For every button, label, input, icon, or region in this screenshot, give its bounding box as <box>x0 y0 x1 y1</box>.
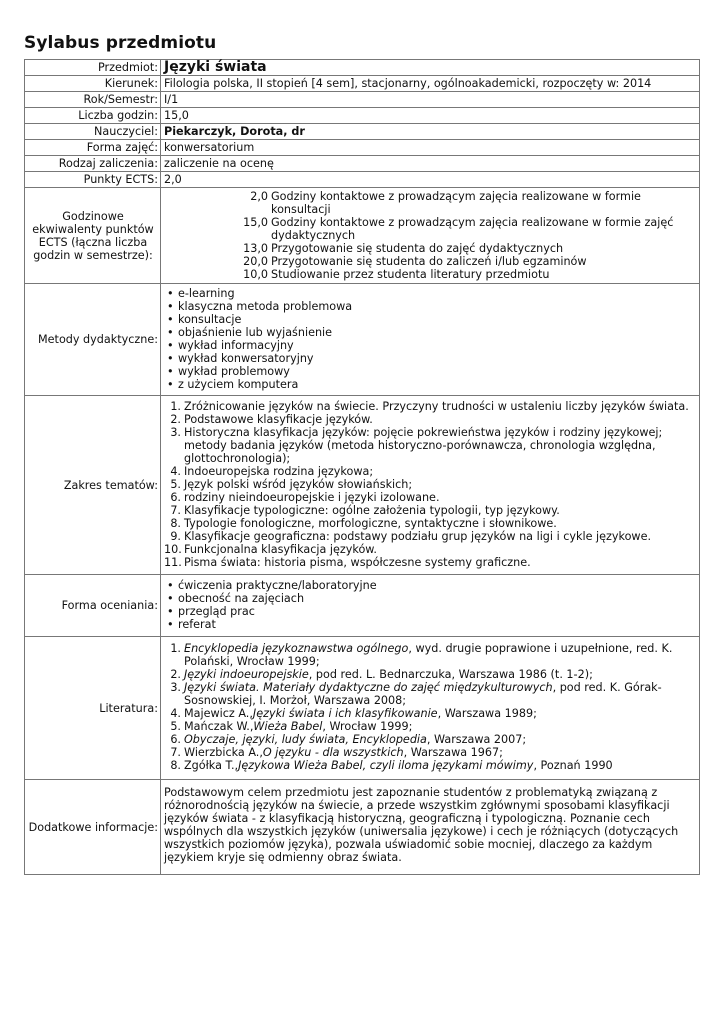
list-item: 6. Obyczaje, języki, ludy świata, Encyklopedia, Warszawa 2007; <box>170 733 527 746</box>
label-kierunek: Kierunek: <box>25 76 161 92</box>
value-ects: 2,0 <box>161 172 700 188</box>
ects-hours-list <box>161 188 700 284</box>
list-item: • objaśnienie lub wyjaśnienie <box>166 326 697 339</box>
hours-value: 2,0 <box>250 190 268 203</box>
list-item: 4. Indoeuropejska rodzina językowa; <box>170 465 374 478</box>
value-rok: I/1 <box>161 92 700 108</box>
list-item: 5. Język polski wśród języków słowiańskich; <box>170 478 413 491</box>
hours-value: 20,0 <box>243 255 268 268</box>
list-item: • wykład konwersatoryjny <box>166 352 697 365</box>
list-item: 7. Klasyfikacje typologiczne: ogólne założenia typologii, typ językowy. <box>170 504 560 517</box>
list-item: 2. Języki indoeuropejskie, pod red. L. Bednarczuka, Warszawa 1986 (t. 1-2); <box>170 668 593 681</box>
row-rok <box>25 92 700 108</box>
list-item: 10. Funkcjonalna klasyfikacja języków. <box>164 543 377 556</box>
page-title: Sylabus przedmiotu <box>24 33 217 53</box>
hours-row <box>161 216 697 242</box>
list-item: • wykład problemowy <box>166 365 697 378</box>
list-item: 3. Historyczna klasyfikacja języków: pojęcie pokrewieństwa języków i rodziny językowej; metody badania języków (metoda historyczno-porównawcza, chronologia względna, glottochronologia); <box>170 426 663 465</box>
row-ects <box>25 172 700 188</box>
label-przedmiot: Przedmiot: <box>25 60 161 76</box>
list-item: 2. Podstawowe klasyfikacje języków. <box>170 413 373 426</box>
metody-list <box>164 285 697 394</box>
list-item: 9. Klasyfikacje geograficzna: podstawy podziału grup języków na ligi i cykle językowe. <box>170 530 652 543</box>
label-metody: Metody dydaktyczne: <box>25 284 161 396</box>
list-item: 8. Zgółka T.,Językowa Wieża Babel, czyli iloma językami mówimy, Poznań 1990 <box>170 759 613 772</box>
hours-description: Studiowanie przez studenta literatury przedmiotu <box>271 268 550 281</box>
list-item: • klasyczna metoda problemowa <box>166 300 697 313</box>
literatura-list <box>164 638 697 778</box>
list-item: • z użyciem komputera <box>166 378 697 391</box>
value-przedmiot: Języki świata <box>161 60 700 76</box>
row-ekwiwalent <box>25 188 700 284</box>
list-item: 6. rodziny nieindoeuropejskie i języki izolowane. <box>170 491 440 504</box>
list-item: • e-learning <box>166 287 697 300</box>
label-forma-zajec: Forma zajęć: <box>25 140 161 156</box>
row-nauczyciel <box>25 124 700 140</box>
label-rok: Rok/Semestr: <box>25 92 161 108</box>
row-dodatkowe <box>25 780 700 875</box>
list-item: 5. Mańczak W.,Wieża Babel, Wrocław 1999; <box>170 720 413 733</box>
hours-value: 15,0 <box>243 216 268 229</box>
value-ocenianie <box>161 575 700 637</box>
value-forma-zajec: konwersatorium <box>161 140 700 156</box>
list-item: 1. Zróżnicowanie języków na świecie. Przyczyny trudności w ustaleniu liczby języków świata. <box>170 400 689 413</box>
value-godziny: 15,0 <box>161 108 700 124</box>
hours-value: 13,0 <box>243 242 268 255</box>
label-nauczyciel: Nauczyciel: <box>25 124 161 140</box>
hours-row <box>161 268 697 281</box>
value-nauczyciel: Piekarczyk, Dorota, dr <box>161 124 700 140</box>
value-rodzaj-zaliczenia: zaliczenie na ocenę <box>161 156 700 172</box>
label-zakres: Zakres tematów: <box>25 396 161 575</box>
list-item: 1. Encyklopedia językoznawstwa ogólnego, wyd. drugie poprawione i uzupełnione, red. K. Polański, Wrocław 1999; <box>170 642 673 668</box>
label-dodatkowe: Dodatkowe informacje: <box>25 780 161 875</box>
label-rodzaj-zaliczenia: Rodzaj zaliczenia: <box>25 156 161 172</box>
row-kierunek <box>25 76 700 92</box>
list-item: • referat <box>166 618 697 631</box>
list-item: • przegląd prac <box>166 605 697 618</box>
value-literatura <box>161 637 700 780</box>
label-ekwiwalent: Godzinowe ekwiwalenty punktów ECTS (łączna liczba godzin w semestrze): <box>25 188 161 284</box>
ocenianie-list <box>164 576 697 635</box>
row-forma-zajec <box>25 140 700 156</box>
label-ocenianie: Forma oceniania: <box>25 575 161 637</box>
label-ects: Punkty ECTS: <box>25 172 161 188</box>
hours-description: Przygotowanie się studenta do zaliczeń i/lub egzaminów <box>271 255 587 268</box>
row-rodzaj-zaliczenia <box>25 156 700 172</box>
label-literatura: Literatura: <box>25 637 161 780</box>
list-item: 7. Wierzbicka A.,O języku - dla wszystkich, Warszawa 1967; <box>170 746 503 759</box>
label-godziny: Liczba godzin: <box>25 108 161 124</box>
list-item: • konsultacje <box>166 313 697 326</box>
hours-description: Przygotowanie się studenta do zajęć dydaktycznych <box>271 242 564 255</box>
hours-row <box>161 242 697 255</box>
value-kierunek: Filologia polska, II stopień [4 sem], stacjonarny, ogólnoakademicki, rozpoczęty w: 2014 <box>161 76 700 92</box>
list-item: 4. Majewicz A.,Języki świata i ich klasyfikowanie, Warszawa 1989; <box>170 707 537 720</box>
hours-value: 10,0 <box>243 268 268 281</box>
list-item: • ćwiczenia praktyczne/laboratoryjne <box>166 579 697 592</box>
value-metody <box>161 284 700 396</box>
zakres-list <box>164 397 697 573</box>
row-ocenianie <box>25 575 700 637</box>
list-item: • obecność na zajęciach <box>166 592 697 605</box>
list-item: 3. Języki świata. Materiały dydaktyczne do zajęć międzykulturowych, pod red. K. Górak-Sosnowskiej, I. Morżoł, Warszawa 2008; <box>170 681 662 707</box>
row-literatura <box>25 637 700 780</box>
value-zakres <box>161 396 700 575</box>
row-godziny <box>25 108 700 124</box>
value-dodatkowe: Podstawowym celem przedmiotu jest zapoznanie studentów z problematyką związaną z różnorodnością języków na świecie, a przede wszystkim zgłównymi sposobami klasyfikacji języków świata - z klasyfikacją historyczną, geograficzną i typologiczną. Poznanie cech wspólnych dla wszystkich języków (uniwersalia językowe) i cech je różniących (dotyczących wszystkich poziomów języka), pozwala uświadomić sobie mocniej, dlaczego za każdym językiem kryje się odmienny obraz świata. <box>161 780 700 875</box>
hours-row <box>161 255 697 268</box>
row-przedmiot <box>25 60 700 76</box>
list-item: • wykład informacyjny <box>166 339 697 352</box>
hours-description: Godziny kontaktowe z prowadzącym zajęcia realizowane w formie zajęć dydaktycznych <box>271 216 674 242</box>
list-item: 8. Typologie fonologiczne, morfologiczne, syntaktyczne i słownikowe. <box>170 517 557 530</box>
row-zakres <box>25 396 700 575</box>
hours-description: Godziny kontaktowe z prowadzącym zajęcia realizowane w formie konsultacji <box>271 190 641 216</box>
hours-row <box>161 190 697 216</box>
syllabus-table <box>24 59 700 875</box>
row-metody <box>25 284 700 396</box>
list-item: 11. Pisma świata: historia pisma, współczesne systemy graficzne. <box>164 556 531 569</box>
